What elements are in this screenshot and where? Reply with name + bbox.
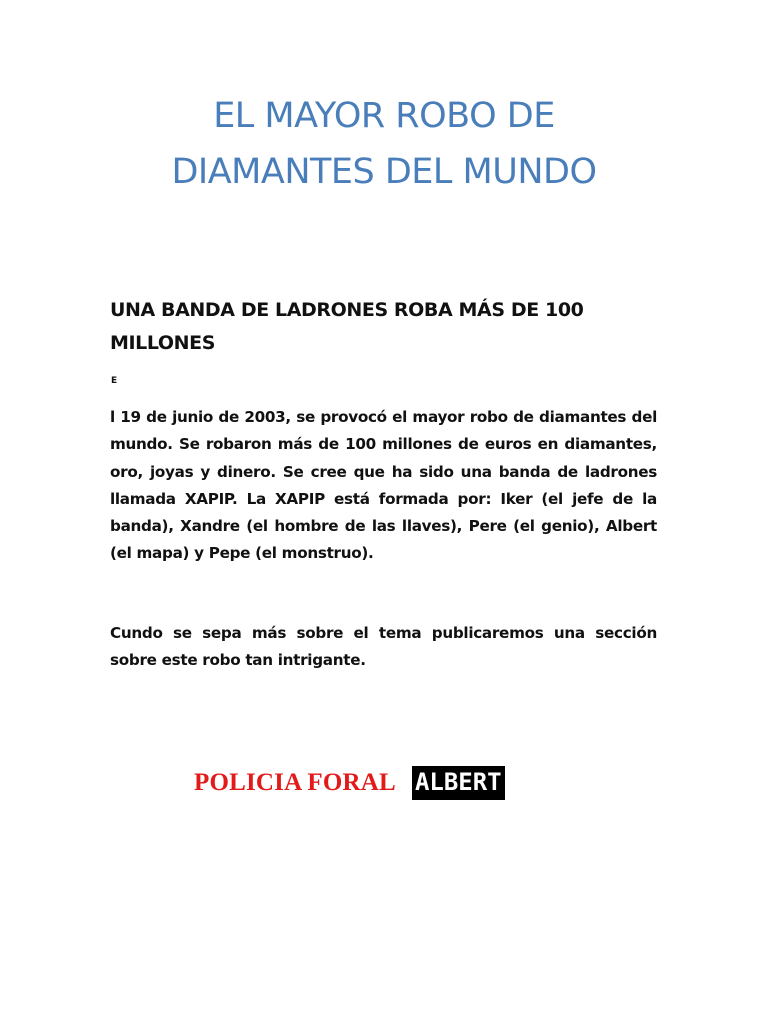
article-subtitle: UNA BANDA DE LADRONES ROBA MÁS DE 100 MILLONES <box>110 299 584 354</box>
signature-name-box: ALBERT <box>412 766 505 800</box>
signature-organization: POLICIA FORAL <box>194 769 396 796</box>
title-line-1: EL MAYOR ROBO DE <box>213 96 555 136</box>
signature-block <box>194 766 505 800</box>
drop-letter: E <box>111 376 118 386</box>
title-line-2: DIAMANTES DEL MUNDO <box>171 152 597 192</box>
page-title <box>0 88 768 200</box>
article-paragraph-2: Cundo se sepa más sobre el tema publicaremos una sección sobre este robo tan intrigante. <box>110 624 657 670</box>
article-paragraph-1: l 19 de junio de 2003, se provocó el mayor robo de diamantes del mundo. Se robaron más de 100 millones de euros en diamantes, oro, joyas y dinero. Se cree que ha sido una banda de ladrones llamada XAPIP. La XAPIP está formada por: Iker (el jefe de la banda), Xandre (el hombre de las llaves), Pere (el genio), Albert (el mapa) y Pepe (el monstruo). <box>110 408 657 563</box>
